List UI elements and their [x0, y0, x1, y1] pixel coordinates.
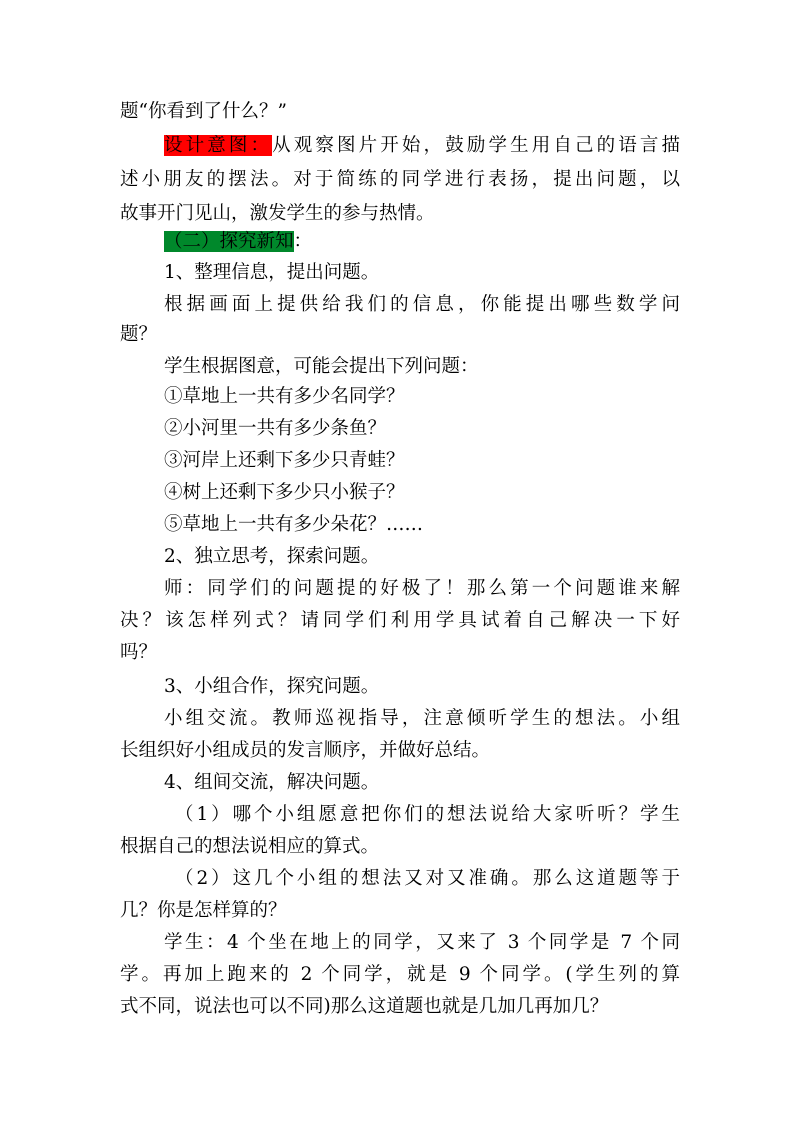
design-intent-label: 设计意图： [164, 135, 273, 156]
text-line: （1）哪个小组愿意把你们的想法说给大家听听？学生 [175, 804, 680, 825]
text-line: 根据画面上提供给我们的信息，你能提出哪些数学问 [164, 294, 680, 315]
text-line: 学。再加上跑来的 2 个同学，就是 9 个同学。(学生列的算 [120, 964, 680, 985]
step-heading: 4、组间交流，解决问题。 [164, 772, 380, 793]
step-heading: 2、独立思考，探索问题。 [164, 546, 380, 567]
question-item: ④树上还剩下多少只小猴子？ [164, 482, 405, 503]
text-line: 小组交流。教师巡视指导，注意倾听学生的想法。小组 [164, 708, 680, 729]
text-line: 长组织好小组成员的发言顺序，并做好总结。 [120, 740, 491, 761]
text-line: 式不同，说法也可以不同)那么这道题也就是几加几再加几？ [120, 996, 609, 1017]
text-line: 学生根据图意，可能会提出下列问题： [164, 356, 479, 377]
text-span: 从观察图片开始，鼓励学生用自己的语言描 [272, 135, 680, 156]
text-line: 述小朋友的摆法。对于简练的同学进行表扬，提出问题，以 [120, 169, 680, 190]
text-line: （2）这几个小组的想法又对又准确。那么这道题等于 [175, 868, 680, 889]
section-heading: （二）探究新知 [164, 231, 294, 252]
question-item: ⑤草地上一共有多少朵花？…… [164, 514, 424, 535]
text-line: 吗？ [120, 642, 158, 663]
section-heading-line [164, 227, 680, 257]
text-line: 故事开门见山，激发学生的参与热情。 [120, 203, 435, 224]
text-line: 题？ [120, 324, 158, 345]
text-line: 学生：4 个坐在地上的同学，又来了 3 个同学是 7 个同 [164, 932, 680, 953]
text-span: ： [293, 231, 313, 252]
question-item: ①草地上一共有多少名同学？ [164, 386, 405, 407]
step-heading: 1、整理信息，提出问题。 [164, 262, 380, 283]
question-item: ③河岸上还剩下多少只青蛙？ [164, 450, 405, 471]
text-line: 决？该怎样列式？请同学们利用学具试着自己解决一下好 [120, 610, 680, 631]
text-line: 根据自己的想法说相应的算式。 [120, 836, 380, 857]
text-line: 几？你是怎样算的？ [120, 900, 287, 921]
design-intent-paragraph [164, 131, 680, 161]
text-line: 题“你看到了什么？” [120, 101, 287, 122]
question-item: ②小河里一共有多少条鱼？ [164, 418, 387, 439]
text-line: 师：同学们的问题提的好极了！那么第一个问题谁来解 [164, 578, 680, 599]
step-heading: 3、小组合作，探究问题。 [164, 676, 380, 697]
